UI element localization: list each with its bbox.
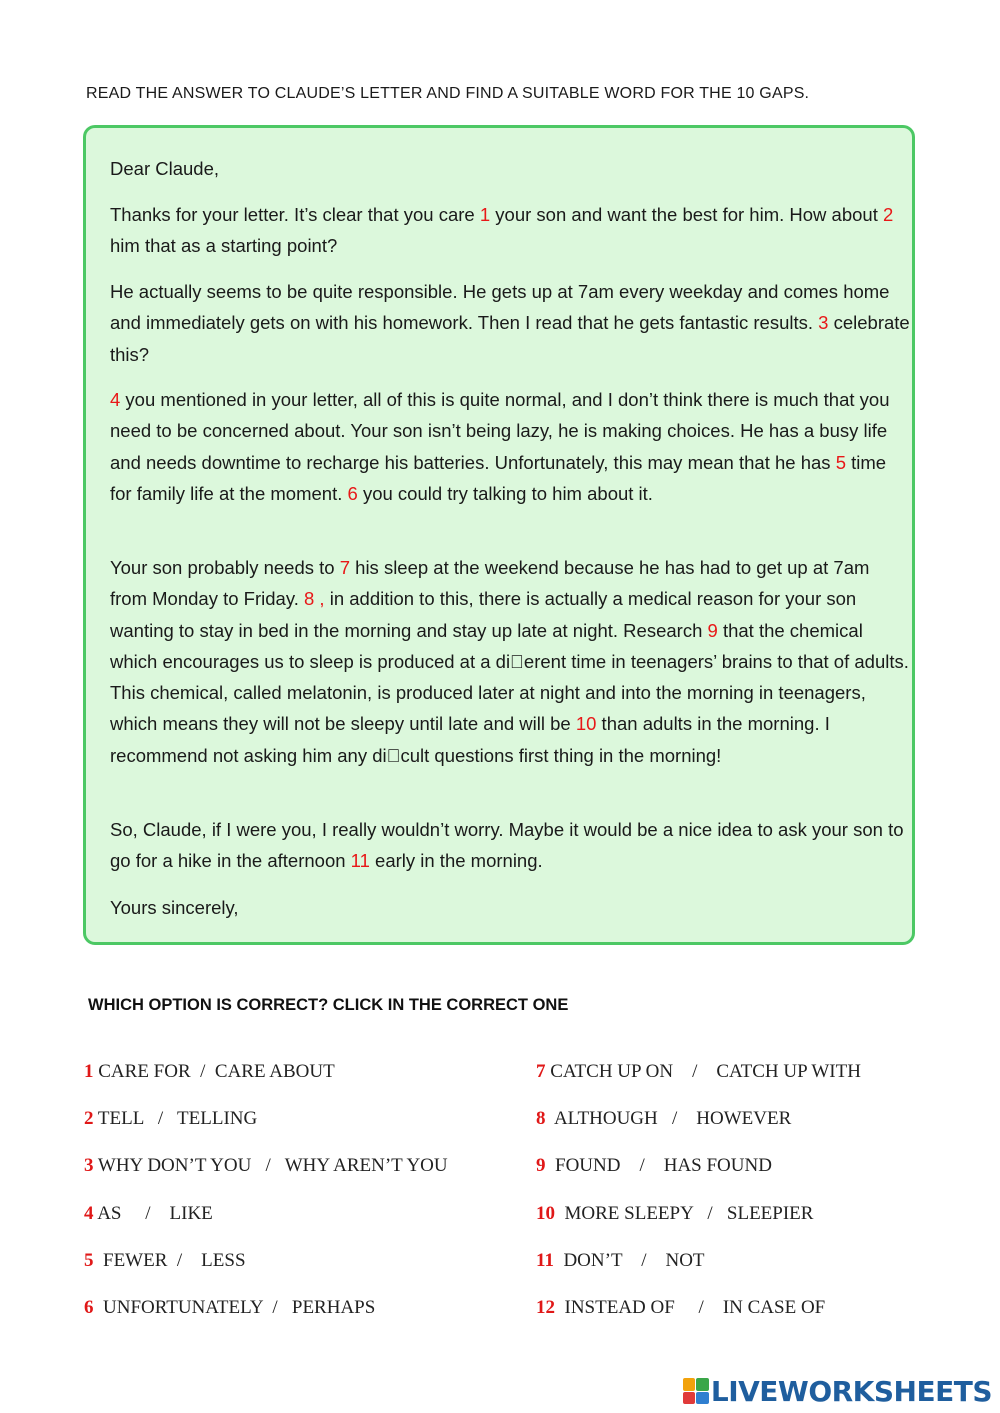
option-text[interactable]: MORE SLEEPY / SLEEPIER <box>555 1203 814 1224</box>
option-number: 5 <box>84 1250 94 1271</box>
option-text[interactable]: TELL / TELLING <box>93 1108 258 1129</box>
gap-1: 1 <box>479 204 491 225</box>
letter-box <box>83 125 915 945</box>
letter-paragraph-1: Thanks for your letter. It’s clear that you care 1 your son and want the best for him. How about 2 him that as a starting point? <box>110 204 894 257</box>
gap-4: 4 <box>110 389 121 410</box>
option-text[interactable]: CARE FOR / CARE ABOUT <box>93 1061 335 1082</box>
option-text[interactable]: ALTHOUGH / HOWEVER <box>545 1108 792 1129</box>
option-text[interactable]: CATCH UP ON / CATCH UP WITH <box>545 1061 861 1082</box>
option-text[interactable]: FOUND / HAS FOUND <box>545 1155 772 1176</box>
logo-text: LIVEWORKSHEETS <box>710 1374 992 1408</box>
option-item[interactable] <box>84 1061 335 1083</box>
option-text[interactable]: FEWER / LESS <box>93 1250 246 1271</box>
option-text[interactable]: UNFORTUNATELY / PERHAPS <box>93 1297 376 1318</box>
letter-paragraph-5: So, Claude, if I were you, I really wouldn’t worry. Maybe it would be a nice idea to ask your son to go for a hike in the afternoon 11 early in the morning. <box>110 819 904 872</box>
option-number: 11 <box>536 1250 554 1271</box>
option-item[interactable] <box>536 1155 772 1177</box>
letter-salutation: Dear Claude, <box>110 158 220 179</box>
instruction-heading: READ THE ANSWER TO CLAUDE’S LETTER AND FIND A SUITABLE WORD FOR THE 10 GAPS. <box>86 85 810 102</box>
gap-3: 3 <box>818 312 829 334</box>
letter-paragraph-2: He actually seems to be quite responsible. He gets up at 7am every weekday and comes home and immediately gets on with his homework. Then I read that he gets fantastic results. 3 celebrate this? <box>110 281 910 365</box>
question-heading: WHICH OPTION IS CORRECT? CLICK IN THE CORRECT ONE <box>88 996 569 1014</box>
letter-paragraph-4: Your son probably needs to 7 his sleep at the weekend because he has had to get up at 7am from Monday to Friday. 8 , in addition to this, there is actually a medical reason for your son wanting to stay in bed in the morning and stay up late at night. Research 9 that the chemical which encourages us to sleep is produced at a di erent time in teenagers’ brains to that of adults. This chemical, called melatonin, is produced later at night and into the morning in teenagers, which means they will not be sleepy until late and will be 10 than adults in the morning. I recommend not asking him any di cult questions first thing in the morning! <box>110 557 909 766</box>
option-number: 9 <box>536 1155 546 1176</box>
letter-paragraph-3: 4 you mentioned in your letter, all of this is quite normal, and I don’t think there is much that you need to be concerned about. Your son isn’t being lazy, he is making choices. He has a busy life and needs downtime to recharge his batteries. Unfortunately, this may mean that he has 5 time for family life at the moment. 6 you could try talking to him about it. <box>110 389 890 504</box>
option-text[interactable]: DON’T / NOT <box>553 1250 705 1271</box>
option-item[interactable] <box>84 1250 246 1272</box>
option-number: 7 <box>536 1061 546 1082</box>
option-number: 4 <box>84 1203 94 1224</box>
option-number: 3 <box>84 1155 94 1176</box>
option-number: 1 <box>84 1061 94 1082</box>
option-text[interactable]: AS / LIKE <box>93 1203 213 1224</box>
option-item[interactable] <box>84 1108 257 1130</box>
option-item[interactable] <box>84 1155 448 1177</box>
option-text[interactable]: WHY DON’T YOU / WHY AREN’T YOU <box>93 1155 448 1176</box>
gap-10: 10 <box>575 713 597 735</box>
logo-mark-icon <box>683 1378 709 1404</box>
option-item[interactable] <box>536 1203 813 1225</box>
gap-7: 7 <box>339 557 351 578</box>
option-item[interactable] <box>536 1297 825 1319</box>
option-number: 2 <box>84 1108 94 1129</box>
gap-6: 6 <box>347 482 358 504</box>
liveworksheets-logo[interactable] <box>683 1374 992 1408</box>
option-item[interactable] <box>536 1250 705 1272</box>
option-text[interactable]: INSTEAD OF / IN CASE OF <box>555 1297 826 1318</box>
option-item[interactable] <box>536 1108 791 1130</box>
option-number: 12 <box>536 1297 555 1318</box>
option-number: 6 <box>84 1297 94 1318</box>
option-number: 10 <box>536 1203 555 1224</box>
gap-8: 8 , <box>303 588 325 610</box>
gap-11: 11 <box>350 850 370 872</box>
gap-5: 5 <box>835 451 846 473</box>
gap-2: 2 <box>882 204 894 225</box>
gap-9: 9 <box>707 619 718 641</box>
option-item[interactable] <box>84 1203 213 1225</box>
letter-closing: Yours sincerely, <box>110 897 239 918</box>
option-number: 8 <box>536 1108 546 1129</box>
option-item[interactable] <box>536 1061 861 1083</box>
option-item[interactable] <box>84 1297 375 1319</box>
